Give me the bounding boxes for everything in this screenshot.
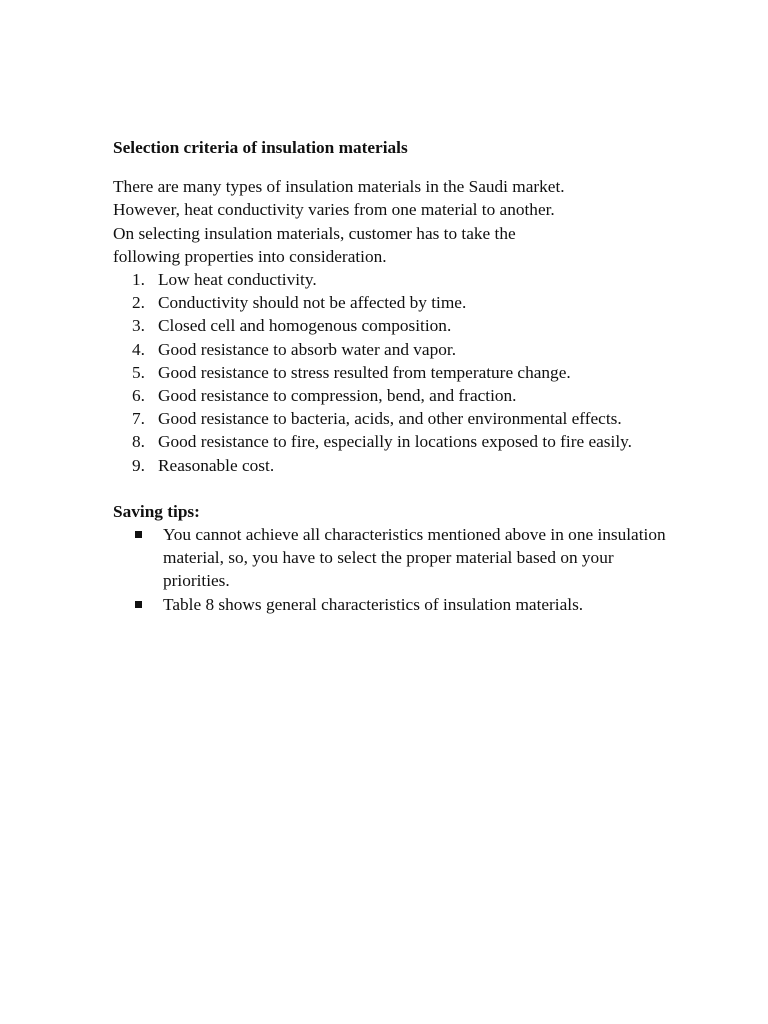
section-heading: Selection criteria of insulation materials: [113, 138, 408, 157]
list-number: 8.: [132, 432, 145, 452]
intro-paragraph: [113, 175, 673, 268]
tip-text: Table 8 shows general characteristics of insulation materials.: [163, 594, 584, 614]
list-text: Good resistance to fire, especially in locations exposed to fire easily.: [158, 432, 632, 452]
list-text: Good resistance to compression, bend, and fraction.: [158, 386, 517, 406]
list-item: [113, 523, 673, 593]
saving-tips-heading: Saving tips:: [113, 501, 200, 521]
list-text: Closed cell and homogenous composition.: [158, 316, 452, 336]
list-number: 1.: [132, 270, 145, 290]
list-number: 5.: [132, 362, 145, 382]
list-text: Good resistance to bacteria, acids, and other environmental effects.: [158, 409, 622, 429]
list-text: Low heat conductivity.: [158, 270, 317, 290]
list-number: 4.: [132, 339, 145, 359]
intro-line: However, heat conductivity varies from one material to another.: [113, 200, 555, 220]
list-item: [113, 454, 673, 477]
intro-line: following properties into consideration.: [113, 246, 387, 266]
intro-line: On selecting insulation materials, customer has to take the: [113, 223, 516, 243]
intro-line: There are many types of insulation materials in the Saudi market.: [113, 177, 565, 197]
list-text: Conductivity should not be affected by time.: [158, 293, 467, 313]
list-item: [113, 384, 673, 407]
list-number: 6.: [132, 386, 145, 406]
list-number: 9.: [132, 455, 145, 475]
tip-text: You cannot achieve all characteristics mentioned above in one insulation material, so, you have to select the proper material based on your priorities.: [163, 525, 666, 591]
list-number: 3.: [132, 316, 145, 336]
list-text: Reasonable cost.: [158, 455, 275, 475]
list-item: [113, 407, 673, 430]
list-number: 2.: [132, 293, 145, 313]
square-bullet-icon: [135, 601, 142, 608]
list-item: [113, 314, 673, 337]
properties-list: [113, 268, 673, 477]
saving-tips-list: [113, 523, 673, 616]
list-text: Good resistance to stress resulted from temperature change.: [158, 362, 571, 382]
list-item: [113, 338, 673, 361]
list-item: [113, 361, 673, 384]
list-item: [113, 430, 673, 453]
square-bullet-icon: [135, 531, 142, 538]
list-item: [113, 291, 673, 314]
list-item: [113, 593, 673, 616]
list-number: 7.: [132, 409, 145, 429]
list-text: Good resistance to absorb water and vapor.: [158, 339, 457, 359]
document-body: [113, 136, 673, 616]
list-item: [113, 268, 673, 291]
